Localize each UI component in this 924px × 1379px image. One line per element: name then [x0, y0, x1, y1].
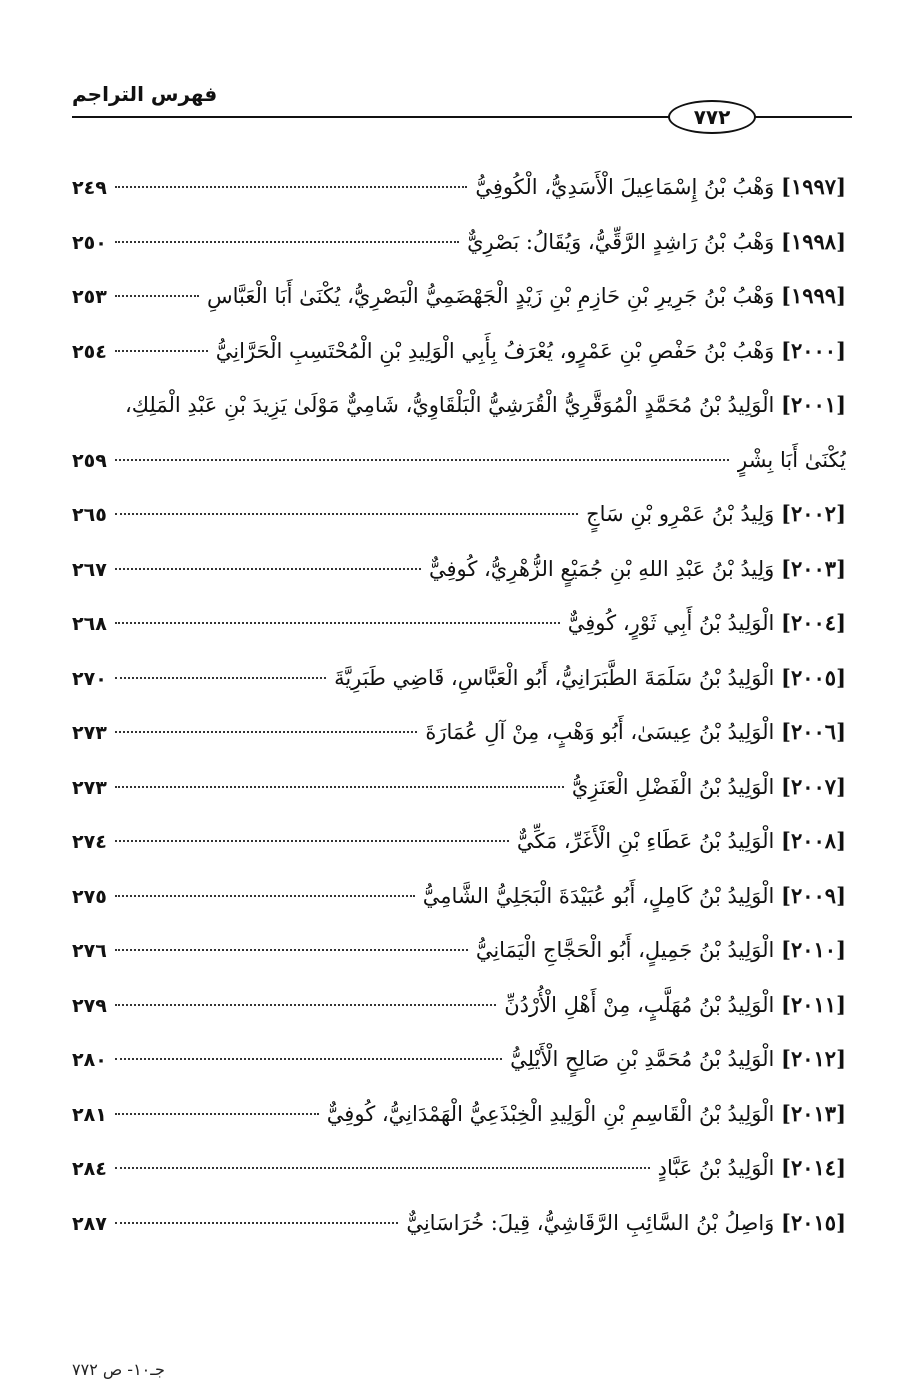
page-number-badge: ٧٧٢ [668, 100, 756, 134]
entry-name: الْوَلِيدُ بْنُ كَامِلٍ، أَبُو عُبَيْدَةَ الْبَجَلِيُّ الشَّامِيُّ [422, 883, 775, 908]
entry-name: الْوَلِيدُ بْنُ مُحَمَّدِ بْنِ صَالِحٍ الْأَيْلِيُّ [510, 1047, 775, 1071]
entry-page: ٢٦٧ [72, 558, 107, 581]
entry-page: ٢٥٣ [72, 286, 107, 308]
entry-page: ٢٧٣ [72, 776, 107, 799]
entry-number: [٢٠٠٧] [781, 773, 846, 799]
entry-number: [١٩٩٧] [781, 174, 846, 199]
index-entry[interactable] [72, 923, 846, 978]
entry-name: الْوَلِيدُ بْنُ عِيسَىٰ، أَبُو وَهْبٍ، مِنْ آلِ عُمَارَةَ [425, 720, 775, 744]
entry-name: الْوَلِيدُ بْنُ مُهَلَّبٍ، مِنْ أَهْلِ الْأُرْدُنِّ [504, 992, 775, 1017]
entry-name: وَهْبُ بْنُ إِسْمَاعِيلَ الْأَسَدِيُّ، الْكُوفِيُّ [475, 175, 775, 199]
index-entry[interactable] [72, 760, 846, 815]
index-entry[interactable] [72, 814, 846, 869]
entry-name: الْوَلِيدُ بْنُ عَطَاءِ بْنِ الْأَغَرِّ، مَكِّيٌّ [516, 829, 775, 853]
dot-leader [115, 350, 208, 352]
index-entry[interactable] [72, 160, 846, 215]
dot-leader [115, 949, 468, 951]
index-entry[interactable] [72, 1087, 846, 1142]
entry-name: وَهْبُ بْنُ رَاشِدٍ الرَّقِّيُّ، وَيُقَالُ: بَصْرِيٌّ [467, 229, 775, 254]
entry-number: [٢٠٠١] [781, 392, 846, 417]
entry-number: [٢٠٠٤] [781, 610, 846, 635]
dot-leader [115, 1058, 502, 1060]
index-entry[interactable] [72, 542, 846, 597]
entry-page: ٢٥٠ [72, 231, 107, 254]
index-entry[interactable] [72, 487, 846, 542]
page-header-title: فهرس التراجم [72, 82, 218, 106]
index-entry[interactable] [72, 1032, 846, 1087]
entry-number: [٢٠١٥] [781, 1209, 846, 1235]
entry-page: ٢٧٦ [72, 940, 107, 962]
entry-page: ٢٨٠ [72, 1049, 107, 1071]
index-entry[interactable] [72, 596, 846, 651]
entry-page: ٢٨٤ [72, 1158, 107, 1180]
entry-page: ٢٦٨ [72, 613, 107, 635]
dot-leader [115, 459, 729, 461]
index-entry[interactable] [72, 215, 846, 270]
dot-leader [115, 186, 468, 188]
index-entry[interactable] [72, 269, 846, 324]
entry-page: ٢٥٤ [72, 340, 107, 363]
index-entry-continuation[interactable] [72, 433, 846, 488]
entry-page: ٢٧٩ [72, 994, 107, 1017]
entry-page: ٢٥٩ [72, 449, 107, 472]
dot-leader [115, 1113, 319, 1115]
index-entry[interactable] [72, 378, 846, 433]
dot-leader [115, 677, 326, 679]
index-entry[interactable] [72, 1141, 846, 1196]
entry-number: [٢٠٠٢] [781, 501, 846, 526]
entry-number: [٢٠١٣] [781, 1100, 846, 1126]
entry-page: ٢٧٣ [72, 722, 107, 744]
entry-number: [٢٠٠٠] [781, 337, 846, 363]
dot-leader [115, 568, 421, 570]
entry-name: يُكْنَىٰ أَبَا بِشْرٍ [737, 447, 846, 472]
entry-number: [١٩٩٨] [781, 228, 846, 254]
dot-leader [115, 840, 509, 842]
entry-number: [٢٠١١] [781, 991, 846, 1017]
entry-name: الْوَلِيدُ بْنُ أَبِي ثَوْرٍ، كُوفِيٌّ [567, 611, 775, 635]
dot-leader [115, 1222, 399, 1224]
index-entry[interactable] [72, 869, 846, 924]
entry-number: [٢٠١٢] [781, 1046, 846, 1071]
entry-page: ٢٧٤ [72, 831, 107, 853]
entry-page: ٢٧٠ [72, 667, 107, 690]
footer-volume-page-mark: جـ١٠- ص ٧٧٢ [72, 1360, 165, 1379]
entry-number: [٢٠١٤] [781, 1155, 846, 1180]
entry-number: [٢٠٠٥] [781, 664, 846, 690]
dot-leader [115, 295, 199, 297]
dot-leader [115, 731, 418, 733]
entry-name: الْوَلِيدُ بْنُ سَلَمَةَ الطَّبَرَانِيُّ، أَبُو الْعَبَّاسِ، قَاضِي طَبَرِيَّةَ [334, 665, 775, 690]
entry-name: الْوَلِيدُ بْنُ جَمِيلٍ، أَبُو الْحَجَّاجِ الْيَمَانِيُّ [475, 938, 775, 962]
dot-leader [115, 895, 415, 897]
entry-name: وَاصِلُ بْنُ السَّائِبِ الرَّقَاشِيُّ، قِيلَ: خُرَاسَانِيٌّ [406, 1210, 775, 1235]
entry-number: [٢٠٠٦] [781, 719, 846, 744]
entry-number: [٢٠١٠] [781, 937, 846, 962]
dot-leader [115, 622, 560, 624]
entry-number: [١٩٩٩] [781, 283, 846, 308]
entry-name: الْوَلِيدُ بْنُ عَبَّادٍ [657, 1156, 775, 1180]
entry-name: الْوَلِيدُ بْنُ مُحَمَّدٍ الْمُوَقَّرِيُّ الْقُرَشِيُّ الْبَلْقَاوِيُّ، شَامِيٌّ مَوْلَىٰ يَزِيدَ بْنِ عَبْدِ الْمَلِكِ، [124, 393, 775, 417]
index-entry[interactable] [72, 705, 846, 760]
biography-index-list [72, 160, 846, 1250]
dot-leader [115, 241, 459, 243]
index-entry[interactable] [72, 324, 846, 379]
entry-page: ٢٨٧ [72, 1212, 107, 1235]
entry-page: ٢٨١ [72, 1103, 107, 1126]
entry-number: [٢٠٠٨] [781, 828, 846, 853]
dot-leader [115, 1167, 650, 1169]
dot-leader [115, 786, 564, 788]
entry-number: [٢٠٠٩] [781, 882, 846, 908]
entry-page: ٢٤٩ [72, 177, 107, 199]
entry-name: الْوَلِيدُ بْنُ الْقَاسِمِ بْنِ الْوَلِيدِ الْخِبْذَعِيُّ الْهَمْدَانِيُّ، كُوفِيٌّ [326, 1101, 775, 1126]
index-entry[interactable] [72, 978, 846, 1033]
entry-number: [٢٠٠٣] [781, 555, 846, 581]
entry-name: الْوَلِيدُ بْنُ الْفَضْلِ الْعَنَزِيُّ [571, 774, 775, 799]
dot-leader [115, 513, 578, 515]
entry-name: وَلِيدُ بْنُ عَبْدِ اللهِ بْنِ جُمَيْعٍ الزُّهْرِيُّ، كُوفِيٌّ [428, 556, 775, 581]
entry-page: ٢٧٥ [72, 885, 107, 908]
entry-name: وَلِيدُ بْنُ عَمْرِو بْنِ سَاجٍ [586, 502, 775, 526]
index-entry[interactable] [72, 651, 846, 706]
entry-page: ٢٦٥ [72, 504, 107, 526]
entry-name: وَهْبُ بْنُ جَرِيرِ بْنِ حَازِمِ بْنِ زَيْدٍ الْجَهْضَمِيُّ الْبَصْرِيُّ، يُكْنَىٰ أَبَا الْعَبَّاسِ [207, 284, 775, 308]
dot-leader [115, 1004, 496, 1006]
index-entry[interactable] [72, 1196, 846, 1251]
entry-name: وَهْبُ بْنُ حَفْصِ بْنِ عَمْرٍو، يُعْرَفُ بِأَبِي الْوَلِيدِ بْنِ الْمُحْتَسِبِ الْحَرَّانِيُّ [215, 338, 775, 363]
